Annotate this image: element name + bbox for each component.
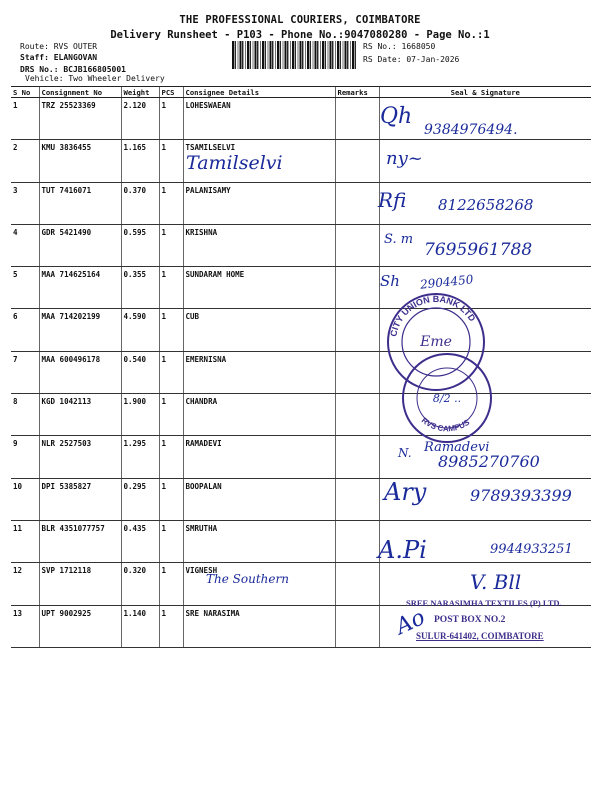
handwritten-phone-9: 8985270760 [438,452,540,471]
textiles-stamp-line3: SULUR-641402, COIMBATORE [416,631,544,641]
cell-consignee: TSAMILSELVI [183,140,335,182]
table-row [11,351,591,393]
cell-pcs: 1 [159,478,183,520]
cell-consignment: SVP 1712118 [39,563,121,605]
cell-pcs: 1 [159,267,183,309]
table-row [11,267,591,309]
table-row [11,605,591,647]
route-row: Route: RVS OUTER [20,42,98,51]
cell-weight: 0.370 [121,182,159,224]
cell-weight: 1.165 [121,140,159,182]
cell-consignment: GDR 5421490 [39,224,121,266]
cell-remarks [335,182,379,224]
cell-consignee: CHANDRA [183,394,335,436]
cell-weight: 1.295 [121,436,159,478]
cell-remarks [335,224,379,266]
handwritten-phone-3: 8122658268 [438,196,534,214]
cell-remarks [335,351,379,393]
cell-consignment: NLR 2527503 [39,436,121,478]
cell-pcs: 1 [159,224,183,266]
cell-pcs: 1 [159,309,183,351]
cell-remarks [335,267,379,309]
svg-text:Eme: Eme [420,334,452,350]
cell-sno: 6 [11,309,39,351]
cell-remarks [335,520,379,562]
cell-consignment: MAA 714202199 [39,309,121,351]
cell-pcs: 1 [159,351,183,393]
cell-sno: 5 [11,267,39,309]
handwritten-phone-1: 9384976494. [424,122,518,138]
cell-consignment: MAA 714625164 [39,267,121,309]
header-consignee: Consignee Details [183,87,335,98]
cell-consignee: RAMADEVI [183,436,335,478]
cell-remarks [335,605,379,647]
cell-sno: 7 [11,351,39,393]
svg-text:RVS CAMPUS [420,416,472,434]
signature-5: Sh [380,272,400,290]
signature-1: Qh [380,104,413,129]
branch-stamp [392,350,502,446]
runsheet-table [11,86,591,648]
cell-sno: 13 [11,605,39,647]
meta-right [363,41,459,65]
table-row [11,394,591,436]
cell-consignee: CUB [183,309,335,351]
cell-weight: 1.140 [121,605,159,647]
cell-sno: 2 [11,140,39,182]
header-remarks: Remarks [335,87,379,98]
cell-pcs: 1 [159,605,183,647]
handwritten-phone-10: 9789393399 [470,486,572,505]
header-consignment: Consignment No [39,87,121,98]
barcode [232,41,358,69]
svg-text:8/2 ..: 8/2 .. [432,392,462,405]
branch-stamp-text: RVS CAMPUS [419,415,472,434]
signature-13: V. Bll [470,570,522,594]
rs-no-row: RS No.: 1668050 [363,42,436,51]
handwritten-phone-4: 7695961788 [424,240,533,260]
header-signature: Seal & Signature [379,87,591,98]
cell-sno: 8 [11,394,39,436]
cell-remarks [335,436,379,478]
handwritten-phone-5: 2904450 [419,272,475,292]
cell-consignee: SUNDARAM HOME [183,267,335,309]
cell-sno: 3 [11,182,39,224]
cell-weight: 0.595 [121,224,159,266]
cell-sno: 12 [11,563,39,605]
cell-remarks [335,98,379,140]
header-weight: Weight [121,87,159,98]
handwritten-name-2: Tamilselvi [186,152,283,174]
runsheet-subtitle: Delivery Runsheet - P103 - Phone No.:9047080280 - Page No.:1 [110,29,490,41]
cell-sno: 9 [11,436,39,478]
cell-consignment: TUT 7416071 [39,182,121,224]
cell-sno: 10 [11,478,39,520]
cell-remarks [335,478,379,520]
vehicle-row: Vehicle: Two Wheeler Delivery [25,74,165,83]
cell-pcs: 1 [159,394,183,436]
cell-consignment: TRZ 25523369 [39,98,121,140]
cell-weight: 0.320 [121,563,159,605]
signature-2: ny~ [386,148,423,169]
signature-4: S. m [384,232,414,247]
cell-pcs: 1 [159,436,183,478]
cell-consignment: KMU 3836455 [39,140,121,182]
header-sno: S No [11,87,39,98]
table-row [11,140,591,182]
cell-remarks [335,563,379,605]
handwritten-name-9: Ramadevi [424,440,490,455]
textiles-stamp-line1: SREE NARASIMHA TEXTILES (P) LTD. [406,598,562,608]
cell-weight: 0.540 [121,351,159,393]
svg-text:CITY UNION BANK LTD [388,294,477,337]
table-header-row [11,87,591,98]
cell-consignee: KRISHNA [183,224,335,266]
cell-consignee: PALANISAMY [183,182,335,224]
rs-date-row: RS Date: 07-Jan-2026 [363,55,460,64]
cell-consignee: SRE NARASIMA [183,605,335,647]
cell-sno: 4 [11,224,39,266]
signature-3: Rfi [378,188,407,212]
cell-consignee: BOOPALAN [183,478,335,520]
signature-12: A.Pi [378,536,427,564]
staff-row: Staff: ELANGOVAN [20,53,98,62]
cell-weight: 0.295 [121,478,159,520]
cell-pcs: 1 [159,98,183,140]
signature-9: N. [398,446,412,460]
header-pcs: PCS [159,87,183,98]
table-row [11,309,591,351]
signature-13b: Ao [392,605,430,640]
cell-sno: 11 [11,520,39,562]
handwritten-name-12: The Southern [206,572,289,586]
signature-10: Ary [384,478,427,506]
cell-consignee: LOHESWAEAN [183,98,335,140]
cell-consignment: KGD 1042113 [39,394,121,436]
company-title: THE PROFESSIONAL COURIERS, COIMBATORE [179,14,421,26]
cell-weight: 4.590 [121,309,159,351]
cell-consignment: UPT 9002925 [39,605,121,647]
cell-pcs: 1 [159,563,183,605]
drs-row: DRS No.: BCJB166805001 [20,65,126,74]
bank-stamp-text: CITY UNION BANK LTD [388,293,478,338]
cell-remarks [335,140,379,182]
cell-sno: 1 [11,98,39,140]
cell-consignee: SMRUTHA [183,520,335,562]
cell-weight: 0.435 [121,520,159,562]
cell-pcs: 1 [159,182,183,224]
cell-consignment: DPI 5385827 [39,478,121,520]
cell-remarks [335,309,379,351]
cell-weight: 2.120 [121,98,159,140]
cell-consignment: BLR 4351077757 [39,520,121,562]
cell-pcs: 1 [159,520,183,562]
cell-remarks [335,394,379,436]
cell-weight: 0.355 [121,267,159,309]
cell-consignment: MAA 600496178 [39,351,121,393]
textiles-stamp-line2: POST BOX NO.2 [434,615,506,625]
handwritten-phone-12: 9944933251 [490,542,573,557]
meta-left [20,41,126,75]
cell-weight: 1.900 [121,394,159,436]
cell-consignee: VIGNESH [183,563,335,605]
cell-pcs: 1 [159,140,183,182]
cell-consignee: EMERNISNA [183,351,335,393]
